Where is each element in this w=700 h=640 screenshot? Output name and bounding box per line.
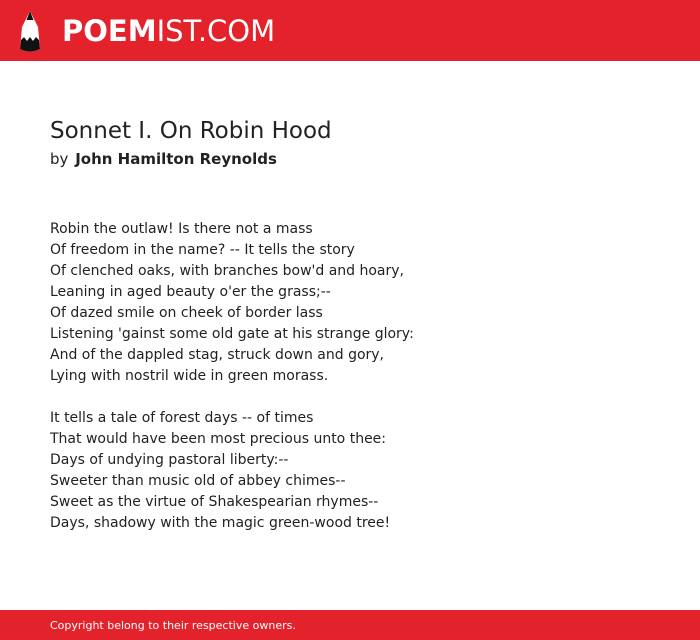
- site-header: [0, 0, 700, 61]
- logo-bold-text: POEM: [62, 14, 157, 48]
- poem-line: Sweet as the virtue of Shakespearian rhymes--: [50, 494, 379, 510]
- poem-line: Days of undying pastoral liberty:--: [50, 452, 289, 468]
- pen-nib-icon: [18, 10, 42, 52]
- copyright-text: Copyright belong to their respective owners.: [50, 619, 296, 632]
- poem-line: Of freedom in the name? -- It tells the story: [50, 242, 355, 258]
- poem-line: Of clenched oaks, with branches bow'd and hoary,: [50, 263, 404, 279]
- site-logo-link[interactable]: [18, 10, 275, 52]
- poem-line: Listening 'gainst some old gate at his strange glory:: [50, 326, 414, 342]
- site-logo-text: [62, 10, 275, 52]
- poem-line: It tells a tale of forest days -- of times: [50, 410, 314, 426]
- poem-line: Leaning in aged beauty o'er the grass;--: [50, 284, 331, 300]
- poem-author: John Hamilton Reynolds: [75, 150, 277, 168]
- poem-line: That would have been most precious unto thee:: [50, 431, 387, 447]
- byline-label: by: [50, 150, 69, 168]
- poem-body: [50, 219, 414, 555]
- poem-title: Sonnet I. On Robin Hood: [50, 118, 332, 144]
- poem-line: Robin the outlaw! Is there not a mass: [50, 221, 313, 237]
- poem-line: And of the dappled stag, struck down and gory,: [50, 347, 385, 363]
- poem-byline: [50, 149, 277, 169]
- logo-light-text: IST.COM: [156, 14, 276, 48]
- poem-line: Days, shadowy with the magic green-wood tree!: [50, 515, 391, 531]
- poem-stanza: [50, 219, 414, 387]
- poem-line: Lying with nostril wide in green morass.: [50, 368, 329, 384]
- poem-line: Of dazed smile on cheek of border lass: [50, 305, 323, 321]
- poem-line: Sweeter than music old of abbey chimes--: [50, 473, 346, 489]
- poem-stanza: [50, 408, 414, 534]
- site-footer: [0, 610, 700, 640]
